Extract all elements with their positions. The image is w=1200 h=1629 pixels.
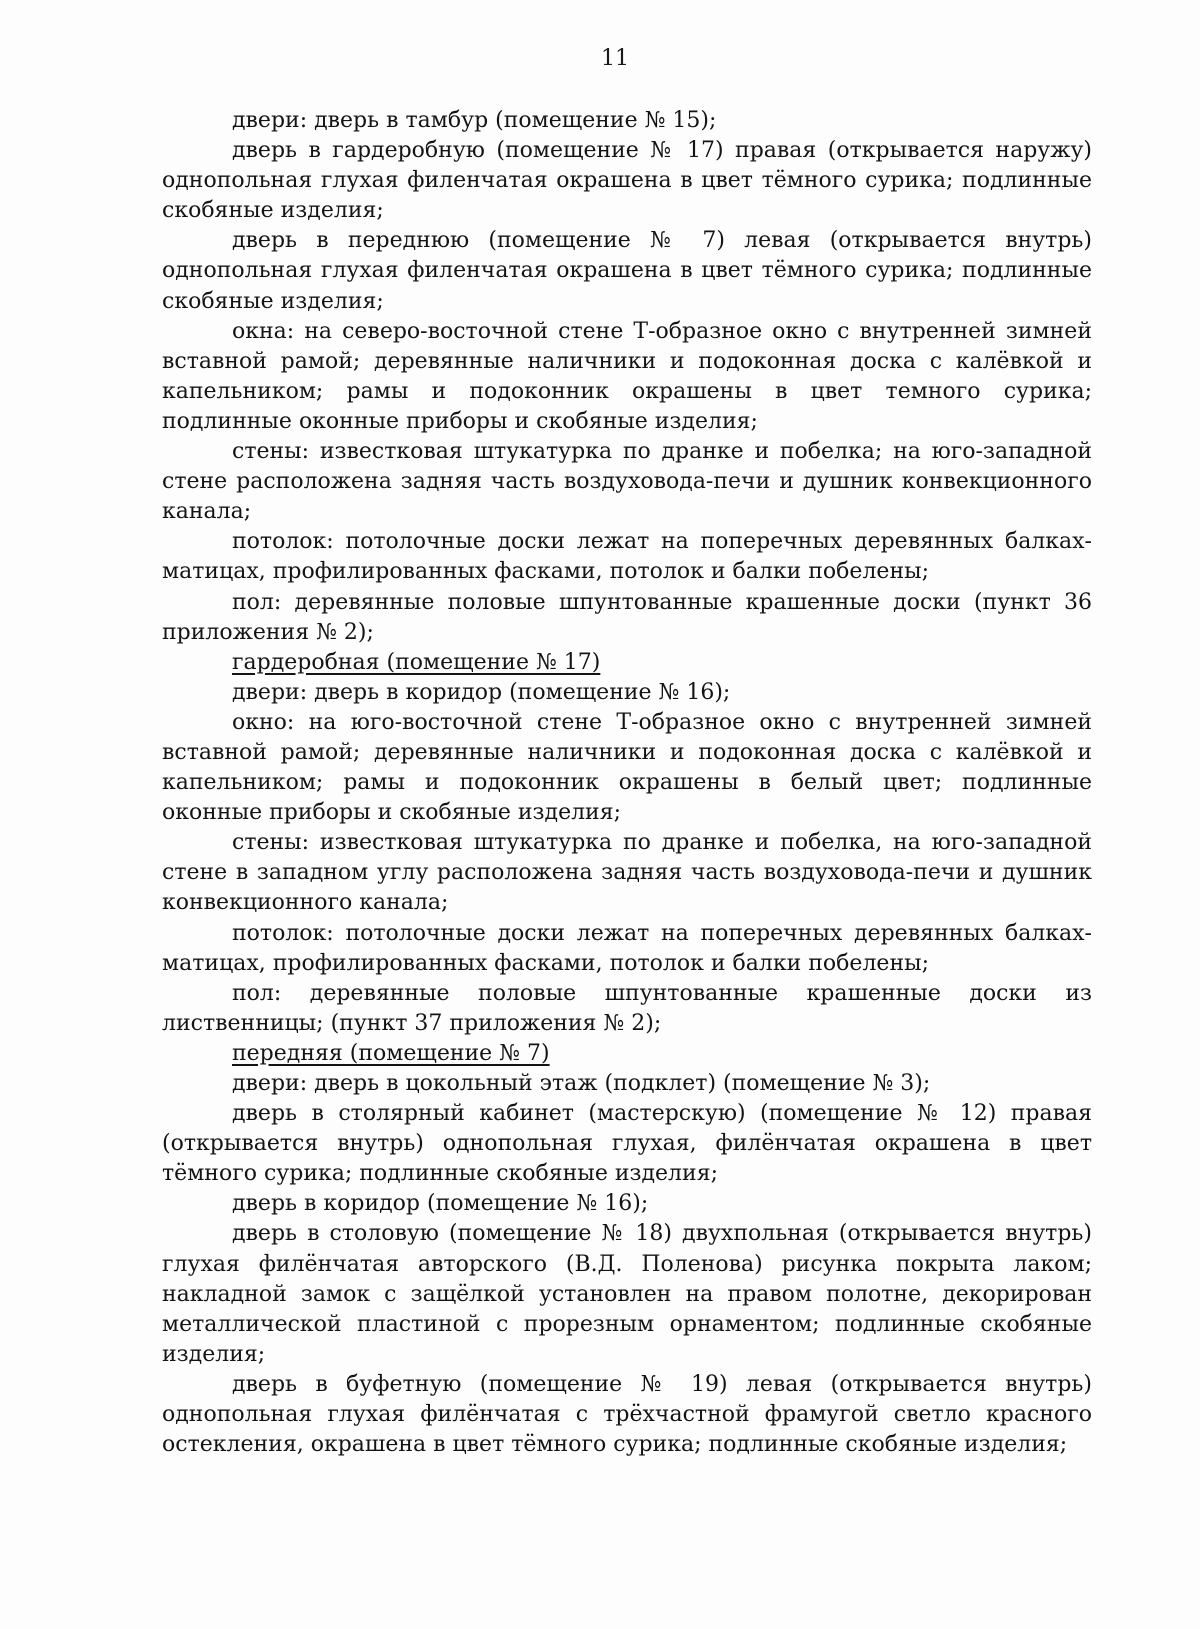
paragraph-walls: стены: известковая штукатурка по дранке и побелка; на юго-западной стене расположена задняя часть воздуховода-печи и душник конвекционного канала; [162,439,1092,525]
paragraph-wardrobe-doors: двери: дверь в коридор (помещение № 16); [232,679,731,705]
paragraph-door-hall: дверь в переднюю (помещение № 7) левая (открывается внутрь) однопольная глухая филенчатая окрашена в цвет тёмного сурика; подлинные скобяные изделия; [162,228,1092,314]
section-heading-wardrobe-text: гардеробная (помещение № 17) [232,649,601,675]
paragraph-wardrobe-walls: стены: известковая штукатурка по дранке и побелка, на юго-западной стене в западном углу расположена задняя часть воздуховода-печи и душник конвекционного канала; [162,830,1092,916]
section-heading-hall-text: передняя (помещение № 7) [232,1040,550,1066]
paragraph-hall-door-pantry: дверь в буфетную (помещение № 19) левая (открывается внутрь) однопольная глухая филёнчатая с трёхчастной фрамугой светло красного остекления, окрашена в цвет тёмного сурика; подлинные скобяные изделия; [162,1371,1092,1458]
paragraph-wardrobe-floor: пол: деревянные половые шпунтованные крашенные доски из лиственницы; (пункт 37 приложения № 2); [162,980,1092,1036]
paragraph-wardrobe-window: окно: на юго-восточной стене Т-образное окно с внутренней зимней вставной рамой; деревянные наличники и подоконная доска с калёвкой и капельником; рамы и подоконник окрашены в белый цвет; подлинные оконные приборы и скобяные изделия; [162,709,1092,826]
paragraph-wardrobe-ceiling: потолок: потолочные доски лежат на поперечных деревянных балках-матицах, профилированных фасками, потолок и балки побелены; [162,920,1092,976]
paragraph-hall-door-corridor: дверь в коридор (помещение № 16); [232,1191,649,1217]
paragraph-hall-door-workshop: дверь в столярный кабинет (мастерскую) (помещение № 12) правая (открывается внутрь) однопольная глухая, филёнчатая окрашена в цвет тёмного сурика; подлинные скобяные изделия; [162,1101,1092,1187]
paragraph-hall-doors-basement: двери: дверь в цокольный этаж (подклет) (помещение № 3); [232,1071,931,1096]
paragraph-door-wardrobe: дверь в гардеробную (помещение № 17) правая (открывается наружу) однопольная глухая филенчатая окрашена в цвет тёмного сурика; подлинные скобяные изделия; [162,138,1092,224]
paragraph-hall-door-dining: дверь в столовую (помещение № 18) двухпольная (открывается внутрь) глухая филёнчатая авторского (В.Д. Поленова) рисунка покрыта лаком; накладной замок с защёлкой установлен на правом полотне, декорирован металлической пластиной с прорезным орнаментом; подлинные скобяные изделия; [162,1221,1092,1367]
document-body [162,106,1092,1460]
paragraph-doors-vestibule: двери: дверь в тамбур (помещение № 15); [232,108,717,133]
page-number: 11 [601,46,629,71]
paragraph-windows: окна: на северо-восточной стене Т-образное окно с внутренней зимней вставной рамой; деревянные наличники и подоконная доска с калёвкой и капельником; рамы и подоконник окрашены в цвет темного сурика; подлинные оконные приборы и скобяные изделия; [162,318,1092,434]
paragraph-ceiling: потолок: потолочные доски лежат на поперечных деревянных балках-матицах, профилированных фасками, потолок и балки побелены; [162,529,1092,585]
section-heading-wardrobe [162,648,1092,678]
paragraph-floor: пол: деревянные половые шпунтованные крашенные доски (пункт 36 приложения № 2); [162,589,1092,645]
section-heading-hall [162,1039,1092,1069]
